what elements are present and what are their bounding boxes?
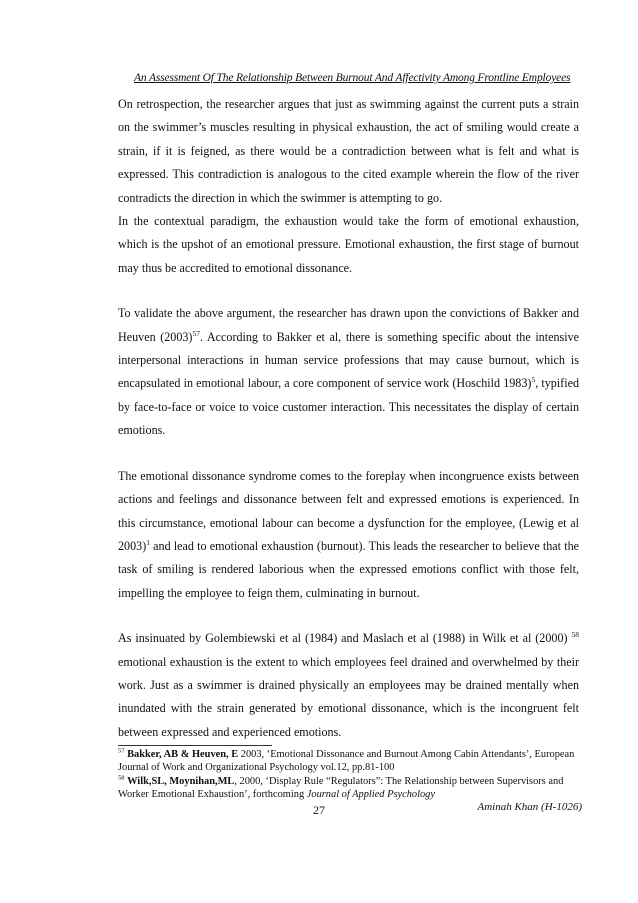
footnote-divider [118,745,272,746]
paragraph-1: On retrospection, the researcher argues that just as swimming against the current puts a strain on the swimmer’s muscles resulting in physical exhaustion, the act of smiling would create a strain, if it is feigned, as there would be a contradiction between what is felt and what is expressed. This contradiction is analogous to the cited example wherein the flow of the river contradicts the direction in which the swimmer is attempting to go. [118,97,579,205]
running-header: An Assessment Of The Relationship Between Burnout And Affectivity Among Frontline Employees [134,72,571,84]
paragraph-3-text-a: To validate the above argument, the researcher has drawn upon the convictions of Bakker and Heuven (2003) [118,306,579,344]
footnote-ref-1: 1 [146,537,150,547]
footnote-ref-58: 58 [571,630,579,640]
footnote-58 [118,775,588,801]
body-text [118,93,579,744]
footnote-number: 58 [118,774,125,782]
paragraph-2: In the contextual paradigm, the exhaustion would take the form of emotional exhaustion, which is the upshot of an emotional pressure. Emotional exhaustion, the first stage of burnout may thus be accredited to emotional dissonance. [118,214,579,275]
footnote-ref-5: 5 [531,375,536,385]
author-credit: Aminah Khan (H-1026) [477,801,582,813]
paragraph-3 [118,302,579,442]
footnote-57 [118,748,588,774]
paragraph-4-text-a: The emotional dissonance syndrome comes to the foreplay when incongruence exists between actions and feelings and dissonance between felt and expressed emotions is experienced. In this circumstance, emotional labour can become a dysfunction for the employee, (Lewig et al 2003) [118,468,579,553]
paragraph-3-text-b: . According to Bakker et al, there is something specific about the intensive interpersonal interactions in human service professions that may cause burnout, which is encapsulated in emotional labour, a core component of service work (Hoschild 1983) [118,329,579,391]
paragraph-3-text-c: , typified by face-to-face or voice to voice customer interaction. This necessitates the display of certain emotions. [118,376,579,438]
paragraph-5 [118,627,579,744]
footnote-authors: Bakker, AB & Heuven, E [127,749,239,760]
footnote-journal: Journal of Applied Psychology [306,789,435,800]
paragraph-4-text-b: and lead to emotional exhaustion (burnout). This leads the researcher to believe that the task of smiling is rendered laborious when the expressed emotions conflict with those felt, impelling the employee to feign them, culminating in burnout. [118,538,579,600]
paragraph-5-text-a: As insinuated by Golembiewski et al (1984) and Maslach et al (1988) in Wilk et al (2000) [118,631,568,646]
footnote-text: 2003, ‘Emotional Dissonance and Burnout Among Cabin Attendants’, European Journal of Work and Organizational Psychology vol.12, pp.81-100 [118,749,575,773]
page-number: 27 [313,803,325,817]
paragraph-5-text-b: emotional exhaustion is the extent to which employees feel drained and overwhelmed by their work. Just as a swimmer is drained physically an employees may be drained mentally when inundated with the strain generated by emotional dissonance, which is the incongruent felt between expressed and experienced emotions. [118,654,579,739]
paragraph-4 [118,465,579,605]
footnotes [118,748,588,801]
footnote-text: , 2000, ‘Display Rule “Regulators”: The Relationship between Supervisors and Worker Emotional Exhaustion’, forthcoming [118,776,564,800]
footnote-authors: Wilk,SL, Moynihan,ML [127,776,235,787]
footnote-ref-57: 57 [192,328,200,338]
footnote-number: 57 [118,747,125,755]
